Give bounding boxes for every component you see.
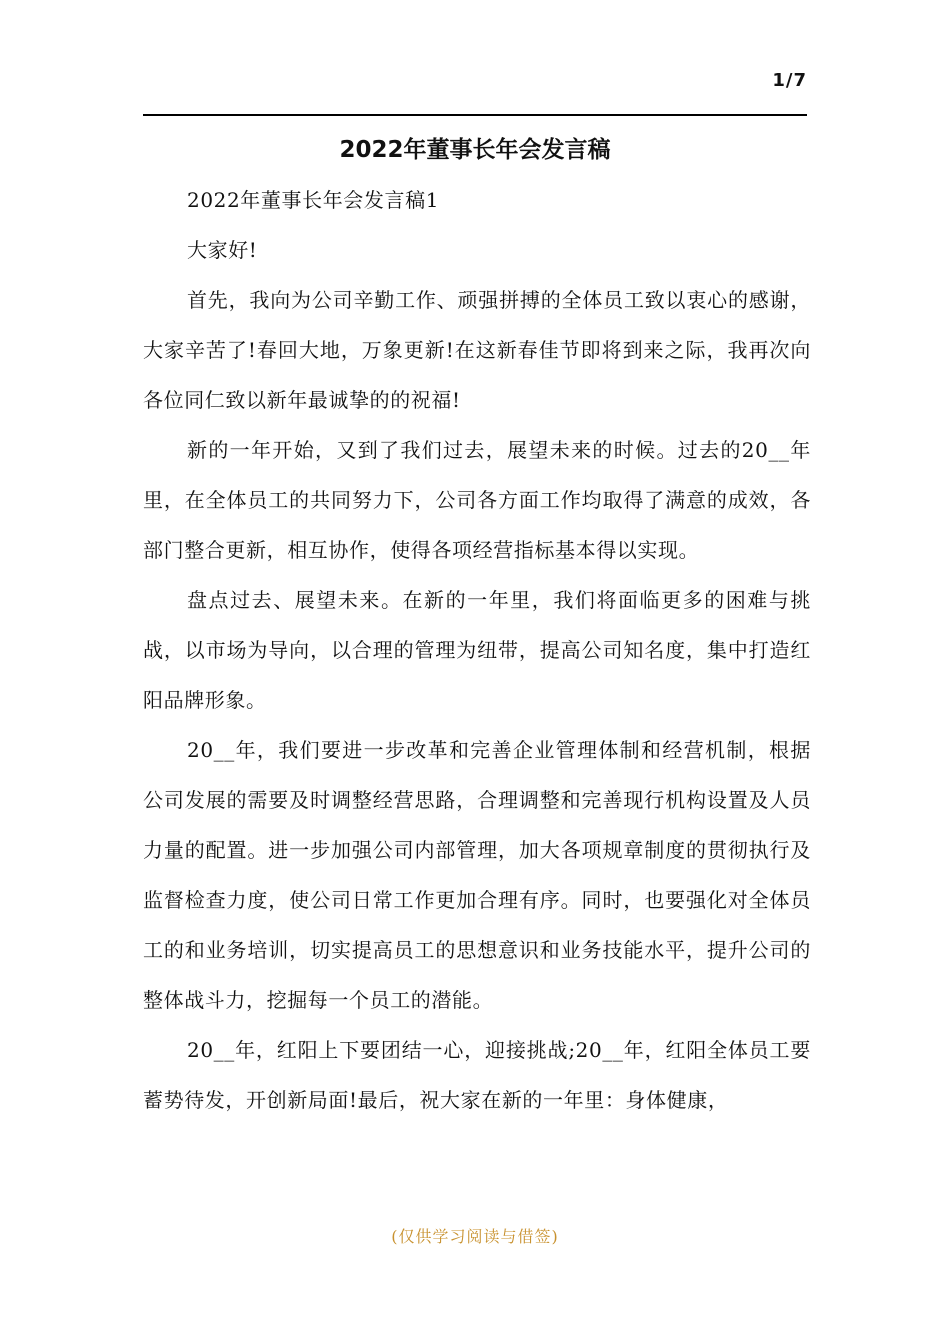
paragraph: 新的一年开始，又到了我们过去，展望未来的时候。过去的20__年里，在全体员工的共同努力下，公司各方面工作均取得了满意的成效，各部门整合更新，相互协作，使得各项经营指标基本得以实现。 bbox=[143, 438, 811, 562]
paragraph-greeting: 大家好! bbox=[187, 238, 258, 262]
page-number: 1/7 bbox=[772, 70, 807, 91]
paragraph: 20__年，我们要进一步改革和完善企业管理体制和经营机制，根据公司发展的需要及时调整经营思路，合理调整和完善现行机构设置及人员力量的配置。进一步加强公司内部管理，加大各项规章制度的贯彻执行及监督检查力度，使公司日常工作更加合理有序。同时，也要强化对全体员工的和业务培训，切实提高员工的思想意识和业务技能水平，提升公司的整体战斗力，挖掘每一个员工的潜能。 bbox=[143, 738, 811, 1012]
paragraph-subtitle: 2022年董事长年会发言稿1 bbox=[187, 188, 440, 212]
paragraph: 首先，我向为公司辛勤工作、顽强拼搏的全体员工致以衷心的感谢，大家辛苦了!春回大地，万象更新!在这新春佳节即将到来之际，我再次向各位同仁致以新年最诚挚的的祝福! bbox=[143, 288, 811, 412]
footer-note: (仅供学习阅读与借签) bbox=[391, 1227, 559, 1246]
paragraph: 20__年，红阳上下要团结一心，迎接挑战;20__年，红阳全体员工要蓄势待发，开创新局面!最后，祝大家在新的一年里：身体健康， bbox=[143, 1038, 811, 1112]
paragraph: 盘点过去、展望未来。在新的一年里，我们将面临更多的困难与挑战，以市场为导向，以合理的管理为纽带，提高公司知名度，集中打造红阳品牌形象。 bbox=[143, 588, 811, 712]
header-rule bbox=[143, 114, 807, 116]
document-body bbox=[143, 175, 811, 1125]
document-title: 2022年董事长年会发言稿 bbox=[339, 137, 611, 163]
